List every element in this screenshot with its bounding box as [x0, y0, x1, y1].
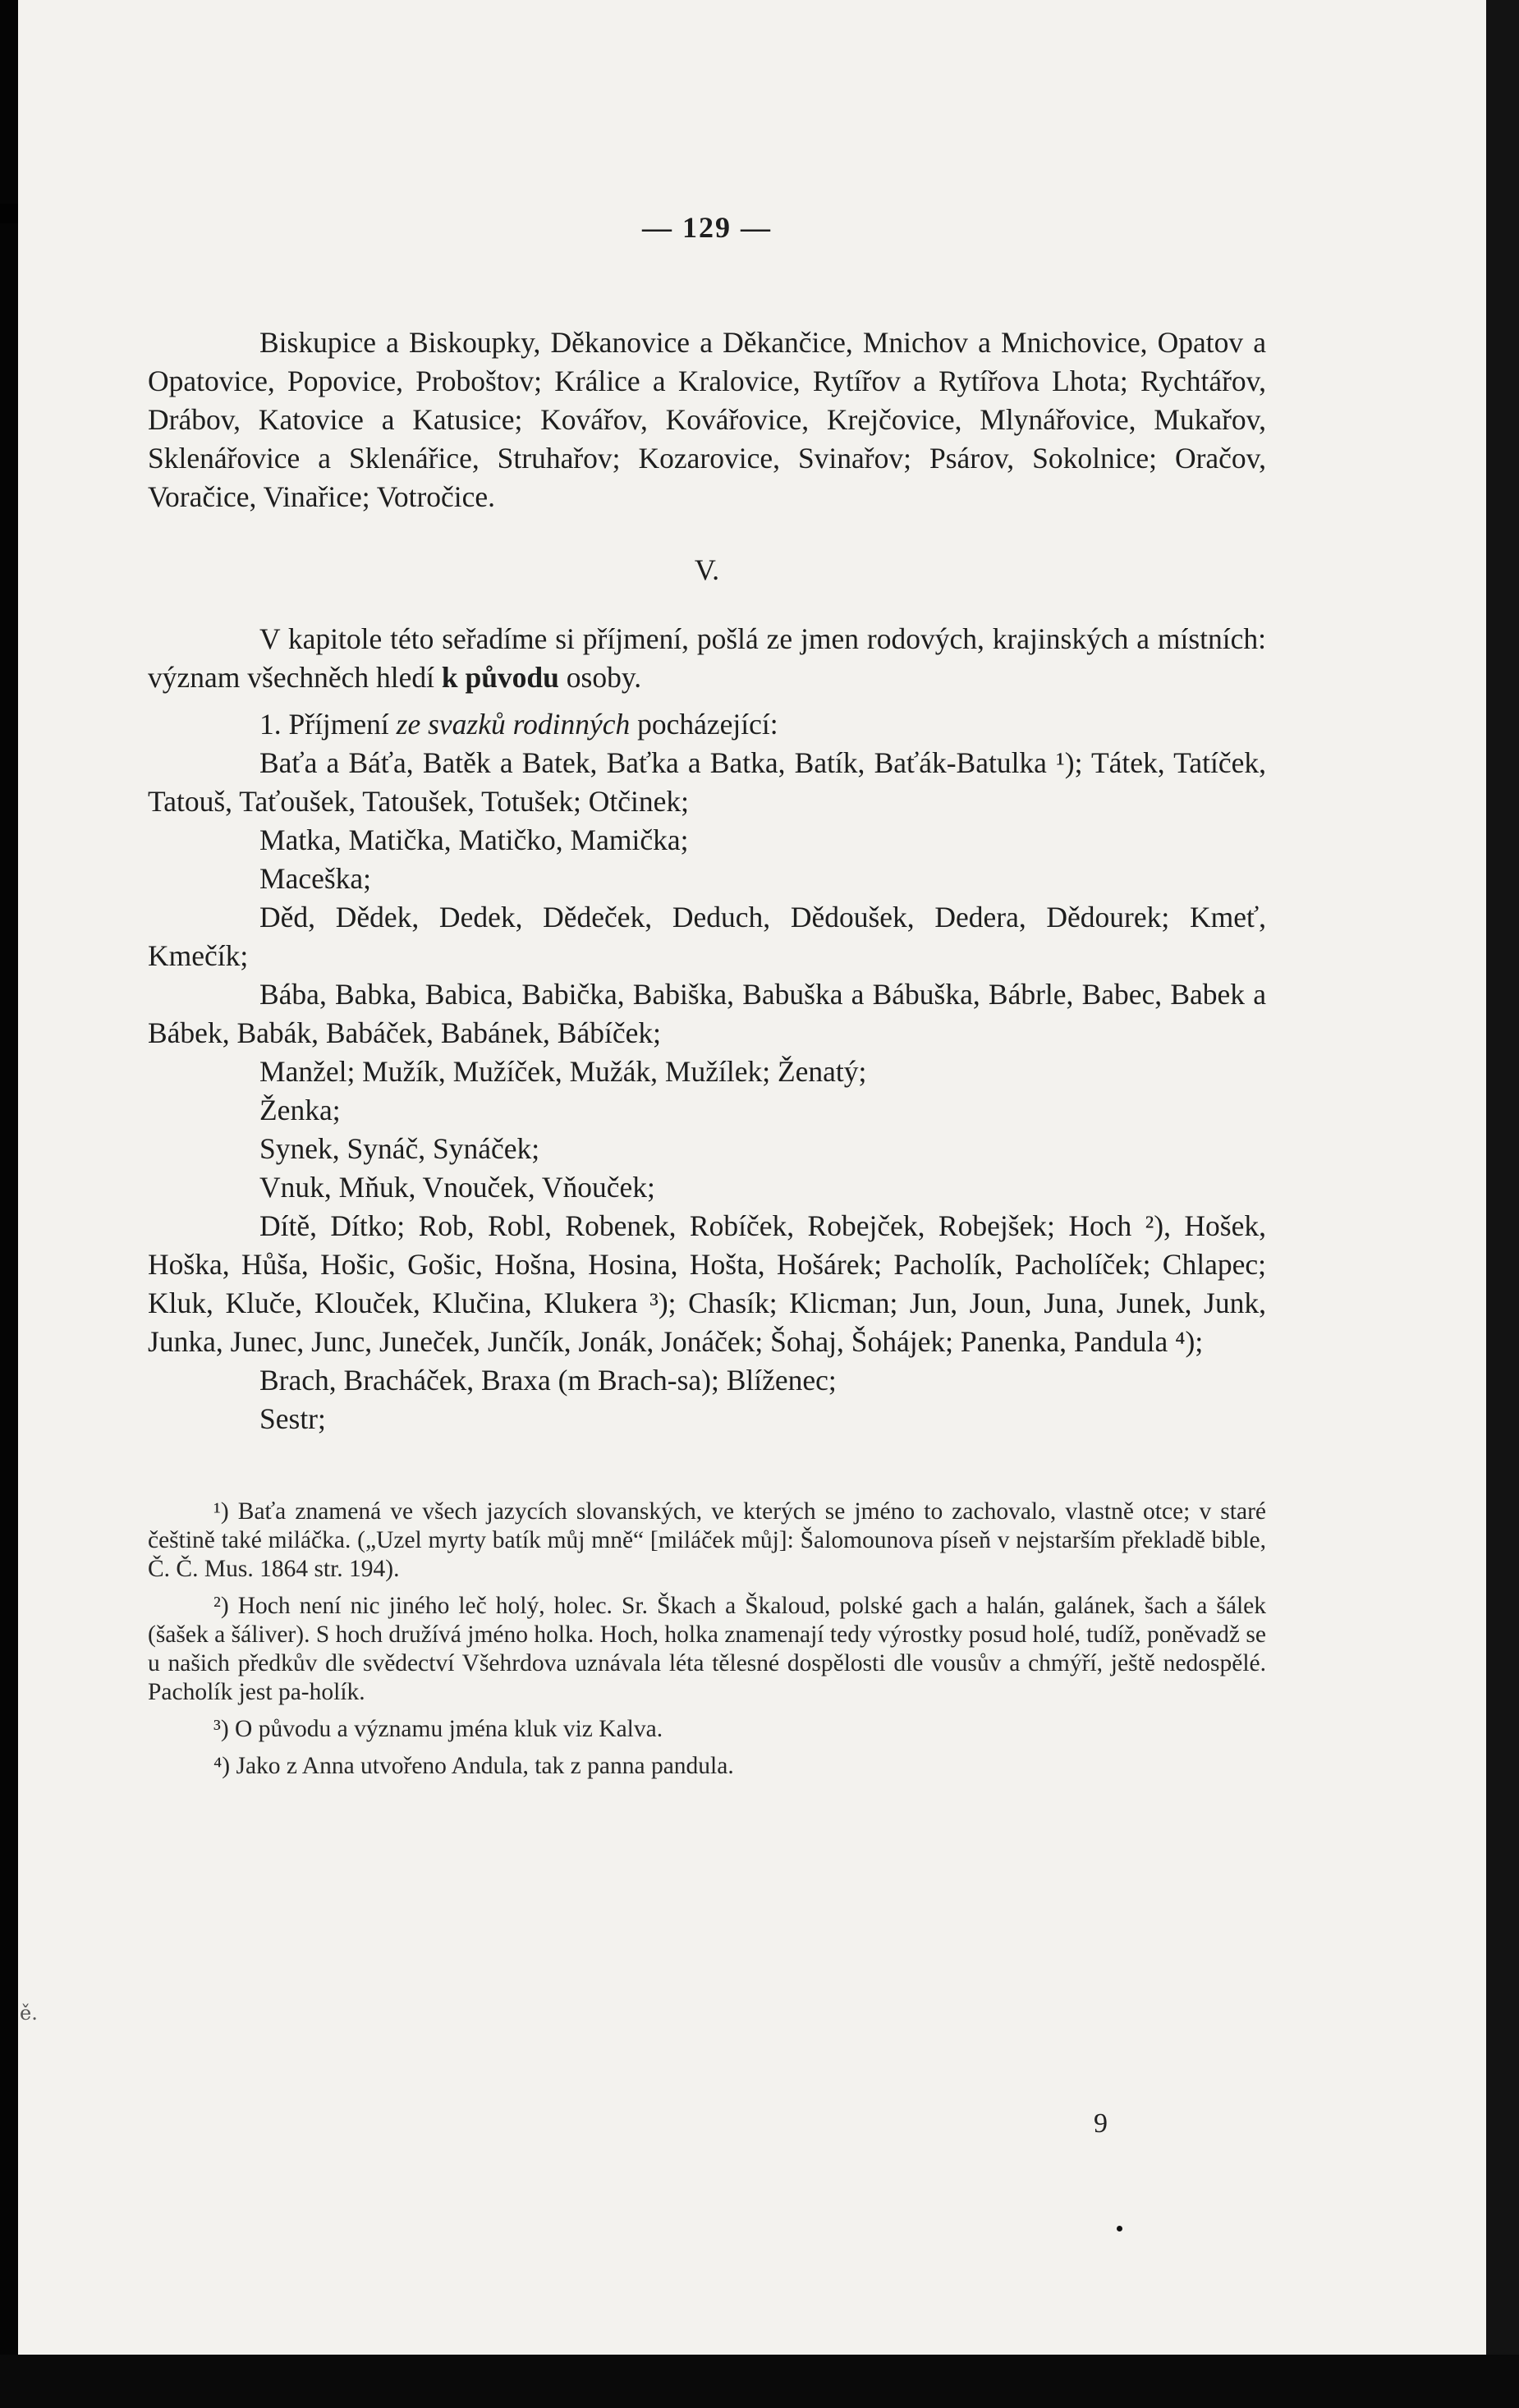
scanner-edge-bottom — [0, 2355, 1519, 2408]
margin-fragment: ě. — [20, 2002, 38, 2025]
section-intro-bold: k původu — [441, 661, 559, 694]
list-entry: Baťa a Báťa, Batěk a Batek, Baťka a Batka, Batík, Baťák-Batulka ¹); Tátek, Tatíček, Tatouš, Taťoušek, Tatoušek, Totušek; Otčinek; — [148, 746, 1266, 818]
list-entry: Synek, Synáč, Synáček; — [259, 1132, 540, 1165]
subsection-italic: ze svazků rodinných — [396, 708, 631, 741]
section-intro-end: osoby. — [558, 661, 642, 694]
footnote: ¹) Baťa znamená ve všech jazycích slovanských, ve kterých se jméno to zachovalo, vlastně otce; v staré češtině také miláčka. („Uzel myrty batík můj mně“ [miláček můj]: Šalomounova píseň v nejstarším překladě bible, Č. Č. Mus. 1864 str. 194). — [148, 1498, 1266, 1582]
subsection-number: 1. — [259, 708, 282, 741]
subsection-end: pocházející: — [630, 708, 778, 741]
subsection-heading — [148, 705, 1266, 744]
body-text — [148, 323, 1266, 1438]
list-entry: Ženka; — [259, 1094, 341, 1126]
scanner-edge-left — [0, 0, 18, 2408]
list-entry: Bába, Babka, Babica, Babička, Babiška, Babuška a Bábuška, Bábrle, Babec, Babek a Bábek, Babák, Babáček, Babánek, Bábíček; — [148, 978, 1266, 1049]
page-number: — 129 — — [642, 211, 772, 244]
list-entry: Sestr; — [259, 1402, 326, 1435]
signature-mark: 9 — [1094, 2108, 1108, 2139]
list-entry: Vnuk, Mňuk, Vnouček, Vňouček; — [259, 1171, 655, 1204]
section-numeral: V. — [694, 553, 720, 586]
footnotes — [148, 1498, 1266, 1781]
page-sheet — [18, 0, 1486, 2355]
intro-paragraph: Biskupice a Biskoupky, Děkanovice a Děkančice, Mnichov a Mnichovice, Opatov a Opatovice, Popovice, Proboštov; Králice a Kralovice, Rytířov a Rytířova Lhota; Rychtářov, Drábov, Katovice a Katusice; Kovářov, Kovářovice, Krejčovice, Mlynářovice, Mukařov, Sklenářovice a Sklenářice, Struhařov; Kozarovice, Svinařov; Psárov, Sokolnice; Oračov, Voračice, Vinařice; Votročice. — [148, 326, 1266, 513]
list-entry: Dítě, Dítko; Rob, Robl, Robenek, Robíček, Robejček, Robejšek; Hoch ²), Hošek, Hoška, Hůša, Hošic, Gošic, Hošna, Hosina, Hošta, Hošárek; Pacholík, Pacholíček; Chlapec; Kluk, Kluče, Klouček, Klučina, Klukera ³); Chasík; Klicman; Jun, Joun, Juna, Junek, Junk, Junka, Junec, Junc, Juneček, Junčík, Jonák, Jonáček; Šohaj, Šohájek; Panenka, Pandula ⁴); — [148, 1209, 1266, 1358]
page-content — [148, 210, 1266, 1781]
list-entry: Maceška; — [259, 862, 372, 895]
list-entry: Manžel; Mužík, Mužíček, Mužák, Mužílek; Ženatý; — [259, 1055, 867, 1088]
list-entry: Brach, Bracháček, Braxa (m Brach-sa); Blíženec; — [259, 1364, 837, 1397]
footnote: ³) O původu a významu jména kluk viz Kalva. — [213, 1716, 663, 1742]
subsection-text: Příjmení — [281, 708, 397, 741]
section-intro — [148, 620, 1266, 697]
ink-speck — [1117, 2226, 1122, 2231]
list-entry: Děd, Dědek, Dedek, Dědeček, Deduch, Dědoušek, Dedera, Dědourek; Kmeť, Kmečík; — [148, 901, 1266, 972]
list-entry: Matka, Matička, Matičko, Mamička; — [259, 823, 689, 856]
footnote: ⁴) Jako z Anna utvořeno Andula, tak z panna pandula. — [213, 1753, 734, 1779]
footnote: ²) Hoch není nic jiného leč holý, holec. Sr. Škach a Škaloud, polské gach a halán, galánek, šach a šálek (šašek a šáliver). S hoch družívá jméno holka. Hoch, holka znamenají tedy výrostky posud holé, tudíž, poněvadž se u našich předkův dle svědectví Všehrdova uznávala léta tělesné dospělosti dle vousův a chmýří, ještě nedospělé. Pacholík jest pa-holík. — [148, 1593, 1266, 1705]
section-intro-text: V kapitole této seřadíme si příjmení, pošlá ze jmen rodových, krajinských a místních: význam všechněch hledí — [148, 622, 1266, 694]
